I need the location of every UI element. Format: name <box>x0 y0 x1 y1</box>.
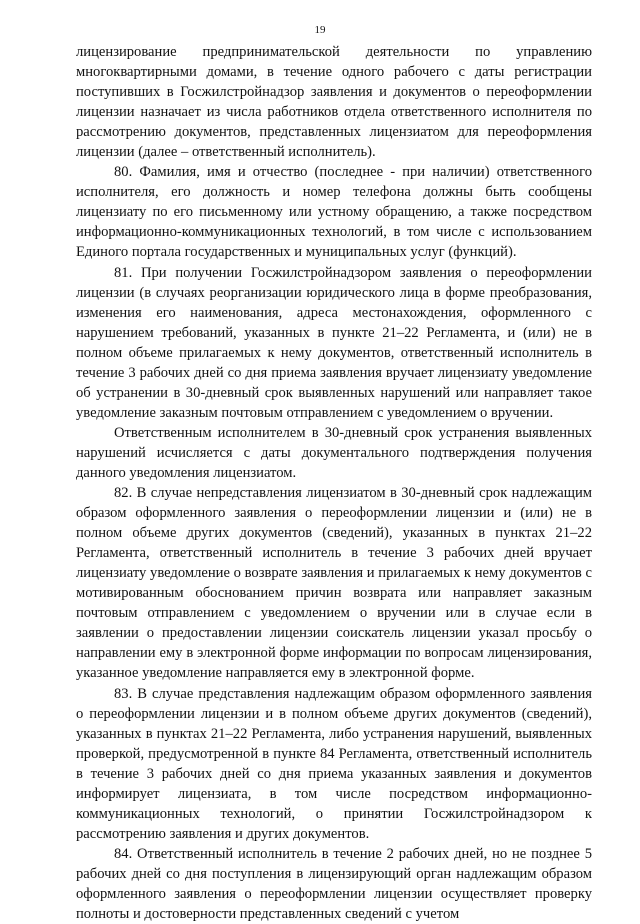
paragraph-83: 83. В случае представления надлежащим образом оформленного заявления о переоформлении лицензии и в полном объеме других документов (сведений), указанных в пунктах 21–22 Регламента, либо устранения нарушений, выявленных проверкой, предусмотренной в пункте 84 Регламента, ответственный исполнитель в течение 3 рабочих дней со дня приема указанных заявления и документов информирует лицензиата, в том числе посредством информационно-коммуникационных технологий, о принятии Госжилстройнадзором к рассмотрению заявления и других документов. <box>76 685 592 842</box>
document-body <box>76 42 592 924</box>
page-number: 19 <box>314 24 326 36</box>
paragraph-82: 82. В случае непредставления лицензиатом в 30-дневный срок надлежащим образом оформленного заявления о переоформлении лицензии и (или) не в полном объеме других документов (сведений), указанных в пунктах 21–22 Регламента, ответственный исполнитель в течение 3 рабочих дней вручает лицензиату уведомление о возврате заявления и прилагаемых к нему документов с мотивированным обоснованием причин возврата или направляет заказным почтовым отправлением с уведомлением о вручении или в случае если в заявлении о предоставлении лицензии соискатель лицензии указал просьбу о направлении ему в электронной форме информации по вопросам лицензирования, указанное уведомление направляется ему в электронной форме. <box>76 485 592 682</box>
paragraph-81: 81. При получении Госжилстройнадзором заявления о переоформлении лицензии (в случаях реорганизации юридического лица в форме преобразования, изменения его наименования, адреса местонахождения, оформленного с нарушением требований, указанных в пункте 21–22 Регламента, и (или) не в полном объеме прилагаемых к нему документов, ответственный исполнитель в течение 3 рабочих дней со дня приема заявления вручает лицензиату уведомление об устранении в 30-дневный срок выявленных нарушений или направляет такое уведомление заказным почтовым отправлением с уведомлением о вручении. <box>76 264 592 421</box>
paragraph-continuation: лицензирование предпринимательской деятельности по управлению многоквартирными домами, в течение одного рабочего с даты регистрации поступивших в Госжилстройнадзор заявления и документов о переоформлении лицензии назначает из числа работников отдела ответственного исполнителя по рассмотрению документов, представленных лицензиатом для переоформления лицензии (далее – ответственный исполнитель). <box>76 44 592 161</box>
paragraph-80: 80. Фамилия, имя и отчество (последнее - при наличии) ответственного исполнителя, его должность и номер телефона должны быть сообщены лицензиату по его письменному или устному обращению, а также посредством информационно-коммуникационных технологий, в том числе с использованием Единого портала государственных и муниципальных услуг (функций). <box>76 164 592 261</box>
paragraph-81-note: Ответственным исполнителем в 30-дневный срок устранения выявленных нарушений исчисляется с даты документального подтверждения получения данного уведомления лицензиатом. <box>76 424 592 481</box>
paragraph-84: 84. Ответственный исполнитель в течение 2 рабочих дней, но не позднее 5 рабочих дней со дня поступления в лицензирующий орган надлежащим образом оформленного заявления о переоформлении лицензии осуществляет проверку полноты и достоверности представленных сведений с учетом <box>76 845 592 923</box>
